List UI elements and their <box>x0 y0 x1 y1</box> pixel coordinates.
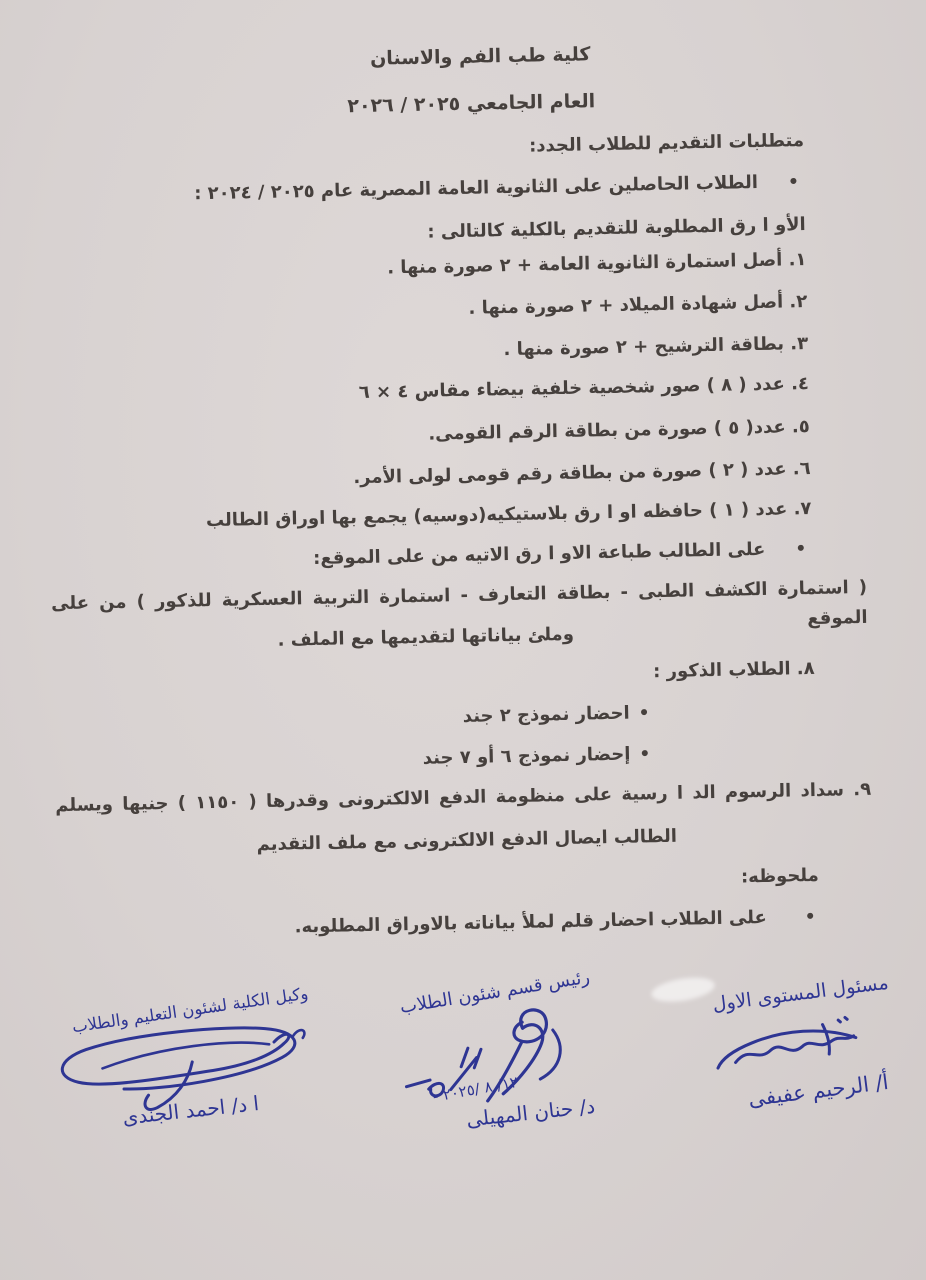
form-6-7-text: إحضار نموذج ٦ أو ٧ جند <box>422 743 631 769</box>
bullet-icon: • <box>804 906 816 928</box>
bullet-icon: • <box>639 744 651 765</box>
document-item-1: ١. أصل استمارة الثانوية العامة + ٢ صورة منها . <box>386 249 807 279</box>
bring-pen-text: على الطلاب احضار قلم لملأ بياناته بالاوراق المطلوبه. <box>294 906 767 938</box>
eligibility-text: الطلاب الحاصلين على الثانوية العامة المصرية عام ٢٠٢٥ / ٢٠٢٤ : <box>194 171 759 205</box>
signature-block-vice-dean <box>21 983 323 1130</box>
document-item-3: ٣. بطاقة الترشيح + ٢ صورة منها . <box>503 333 809 361</box>
signature-date-scribble: ١٢/ ٨ /٢٠٢٥ - <box>431 1072 520 1106</box>
signature-scribble <box>702 1006 879 1083</box>
form-2-bullet <box>463 698 650 732</box>
fees-continuation-line: الطالب ايصال الدفع الالكترونى مع ملف التقديم <box>256 825 678 856</box>
form-2-text: احضار نموذج ٢ جند <box>462 702 630 728</box>
note-heading: ملحوظه: <box>740 864 820 888</box>
signature-role: وكيل الكلية لشئون التعليم والطلاب <box>70 983 310 1037</box>
eligibility-bullet <box>194 167 799 209</box>
signature-role: رئيس قسم شئون الطلاب <box>398 966 592 1018</box>
faculty-name: كلية طب الفم والاسنان <box>369 43 591 70</box>
signature-name: أ/ الرحيم عفيفى <box>746 1069 890 1112</box>
bullet-icon: • <box>638 703 650 724</box>
signature-block-student-affairs <box>347 966 640 1134</box>
document-item-4: ٤. عدد ( ٨ ) صور شخصية خلفية بيضاء مقاس ٤ × ٦ <box>358 373 810 404</box>
bullet-icon: • <box>787 172 800 193</box>
required-papers-heading: الأو ا رق المطلوبة للتقديم بالكلية كالتالى : <box>427 214 806 243</box>
document-item-6: ٦. عدد ( ٢ ) صورة من بطاقة رقم قومى لولى الأمر. <box>353 457 811 489</box>
academic-year: العام الجامعي ٢٠٢٥ / ٢٠٢٦ <box>347 90 596 118</box>
print-papers-text: على الطالب طباعة الاو ا رق الاتيه من على الموقع: <box>312 538 766 569</box>
signature-name: ا د/ احمد الجندى <box>121 1090 261 1130</box>
signature-block-level-coordinator <box>662 971 919 1112</box>
signature-name: د/ حنان المهيلى <box>465 1093 597 1132</box>
bullet-icon: • <box>795 539 807 560</box>
document-item-7: ٧. عدد ( ١ ) حافظه او ا رق بلاستيكيه(دوسيه) يجمع بها اوراق الطالب <box>205 497 812 532</box>
fill-data-line: وملئ بياناتها لتقديمها مع الملف . <box>277 623 575 651</box>
requirements-heading: متطلبات التقديم للطلاب الجدد: <box>528 130 805 157</box>
male-students-heading: ٨. الطلاب الذكور : <box>652 657 815 683</box>
document-item-2: ٢. أصل شهادة الميلاد + ٢ صورة منها . <box>468 291 808 319</box>
form-6-7-bullet <box>422 739 650 774</box>
fees-line: ٩. سداد الرسوم الد ا رسية على منظومة الدفع الالكترونى وقدرها ( ١١٥٠ ) جنيها ويسلم <box>55 778 872 817</box>
signature-role: مسئول المستوى الاول <box>711 971 890 1016</box>
document-item-5: ٥. عدد( ٥ ) صورة من بطاقة الرقم القومى. <box>428 415 810 445</box>
printable-forms-line: ( استمارة الكشف الطبى - بطاقة التعارف - استمارة التربية العسكرية للذكور ) من على الموقع <box>50 576 868 630</box>
print-papers-bullet <box>313 534 807 574</box>
bring-pen-bullet <box>294 902 816 942</box>
